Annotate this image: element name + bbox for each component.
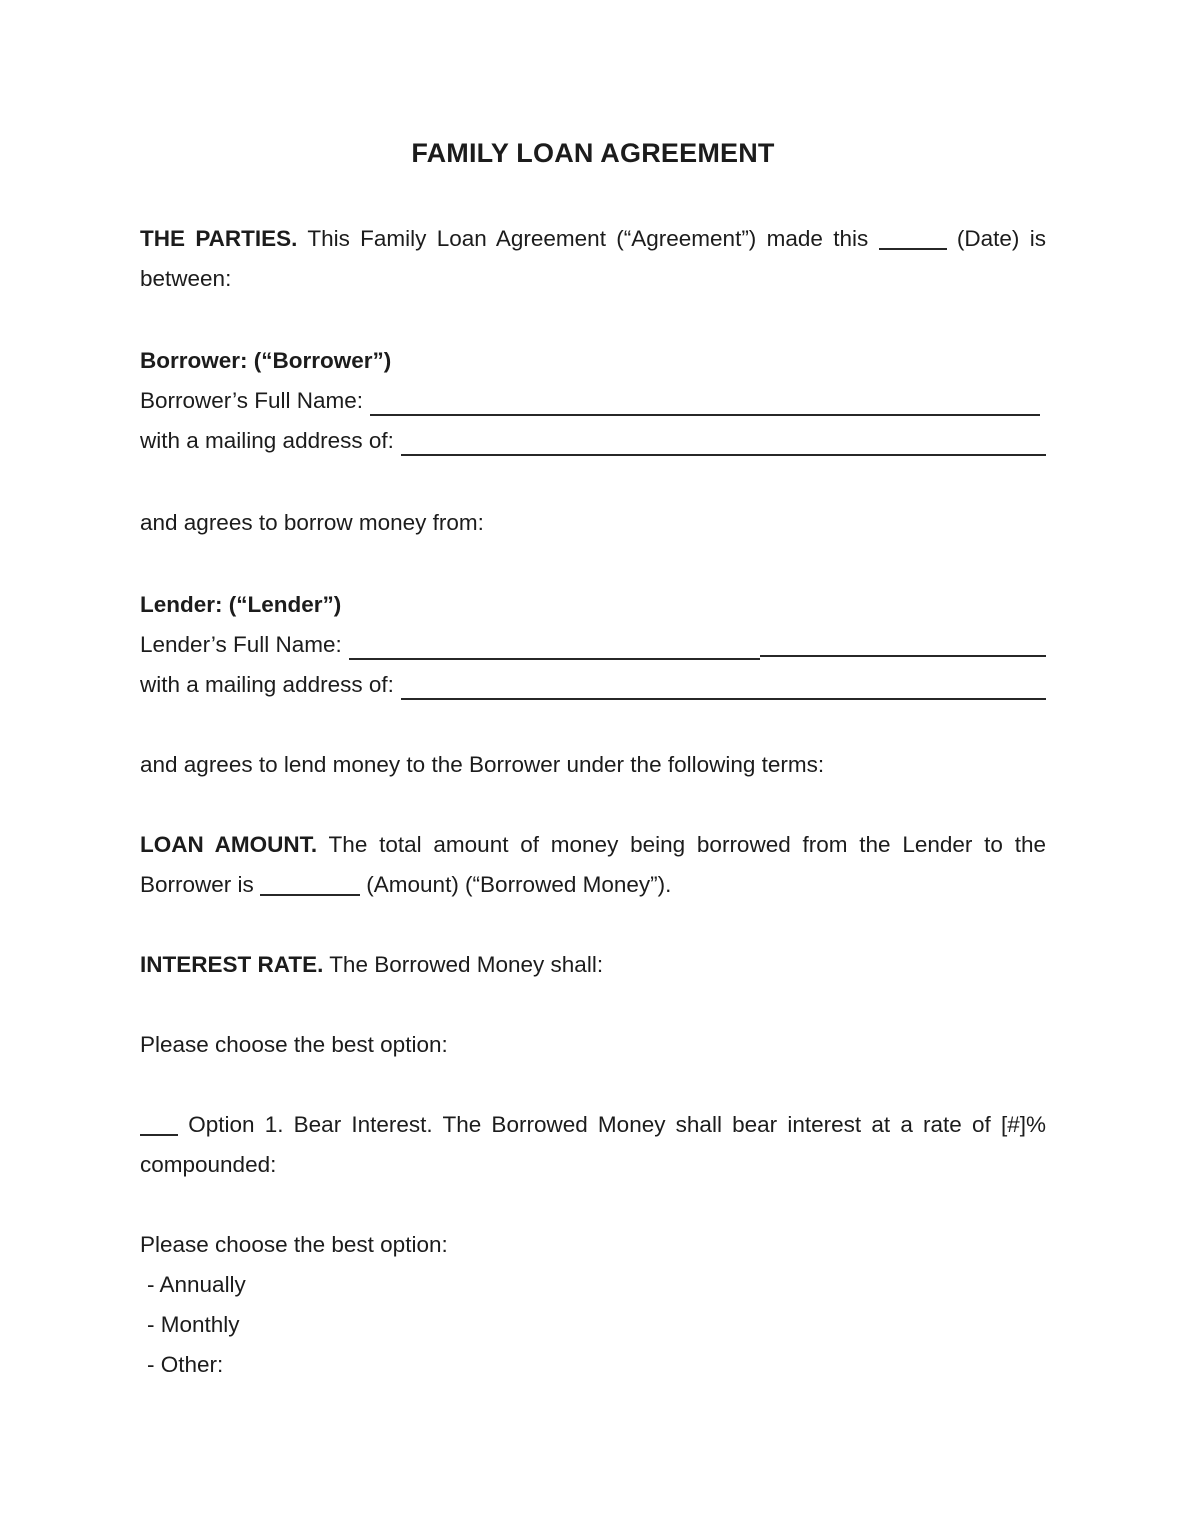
choose-option-prompt-2: Please choose the best option: (140, 1232, 448, 1257)
compound-option-annually: - Annually (147, 1272, 246, 1297)
lender-address-field[interactable] (401, 665, 1046, 700)
borrower-name-field[interactable] (370, 381, 1040, 416)
lender-address-row (140, 665, 1046, 705)
loan-amount-text-after: (Amount) (“Borrowed Money”). (360, 872, 672, 897)
borrower-section (140, 341, 1046, 461)
lender-address-label: with a mailing address of: (140, 672, 394, 697)
borrower-address-row (140, 421, 1046, 461)
lender-name-field[interactable] (349, 625, 1046, 660)
lender-name-label: Lender’s Full Name: (140, 632, 342, 657)
borrower-name-label: Borrower’s Full Name: (140, 388, 363, 413)
amount-blank-field[interactable] (260, 894, 360, 896)
date-blank-field[interactable] (879, 248, 947, 250)
interest-rate-paragraph (140, 945, 1046, 985)
compound-option-monthly: - Monthly (147, 1312, 240, 1337)
parties-paragraph (140, 219, 1046, 299)
borrower-address-field[interactable] (401, 421, 1046, 456)
compound-option-other: - Other: (147, 1352, 224, 1377)
option1-text: Option 1. Bear Interest. The Borrowed Money shall bear interest at a rate of [#]% compounded: (140, 1112, 1046, 1177)
lend-terms-text: and agrees to lend money to the Borrower under the following terms: (140, 752, 825, 777)
loan-amount-paragraph (140, 825, 1046, 905)
loan-amount-label: LOAN AMOUNT. (140, 832, 318, 857)
parties-text-after: (Date) is between: (140, 226, 1046, 291)
interest-rate-text: The Borrowed Money shall: (323, 952, 604, 977)
option1-paragraph (140, 1105, 1046, 1185)
lender-section (140, 585, 1046, 705)
choose-option-prompt-1: Please choose the best option: (140, 1032, 448, 1057)
document-title: FAMILY LOAN AGREEMENT (411, 138, 775, 168)
borrower-name-row (140, 381, 1046, 421)
borrower-heading: Borrower: (“Borrower”) (140, 348, 392, 373)
loan-amount-text-before: The total amount of money being borrowed from the Lender to the Borrower is (140, 832, 1046, 897)
option1-selection-blank[interactable] (140, 1134, 178, 1136)
borrow-from-text: and agrees to borrow money from: (140, 510, 484, 535)
parties-label: THE PARTIES. (140, 226, 298, 251)
lender-heading: Lender: (“Lender”) (140, 592, 342, 617)
lender-name-line-segment-1 (349, 625, 760, 660)
parties-text-before: This Family Loan Agreement (“Agreement”) made this (297, 226, 879, 251)
lender-name-row (140, 625, 1046, 665)
interest-rate-label: INTEREST RATE. (140, 952, 324, 977)
lender-name-line-segment-2 (760, 622, 1046, 657)
borrower-address-label: with a mailing address of: (140, 428, 394, 453)
compound-options-section (140, 1225, 1046, 1385)
